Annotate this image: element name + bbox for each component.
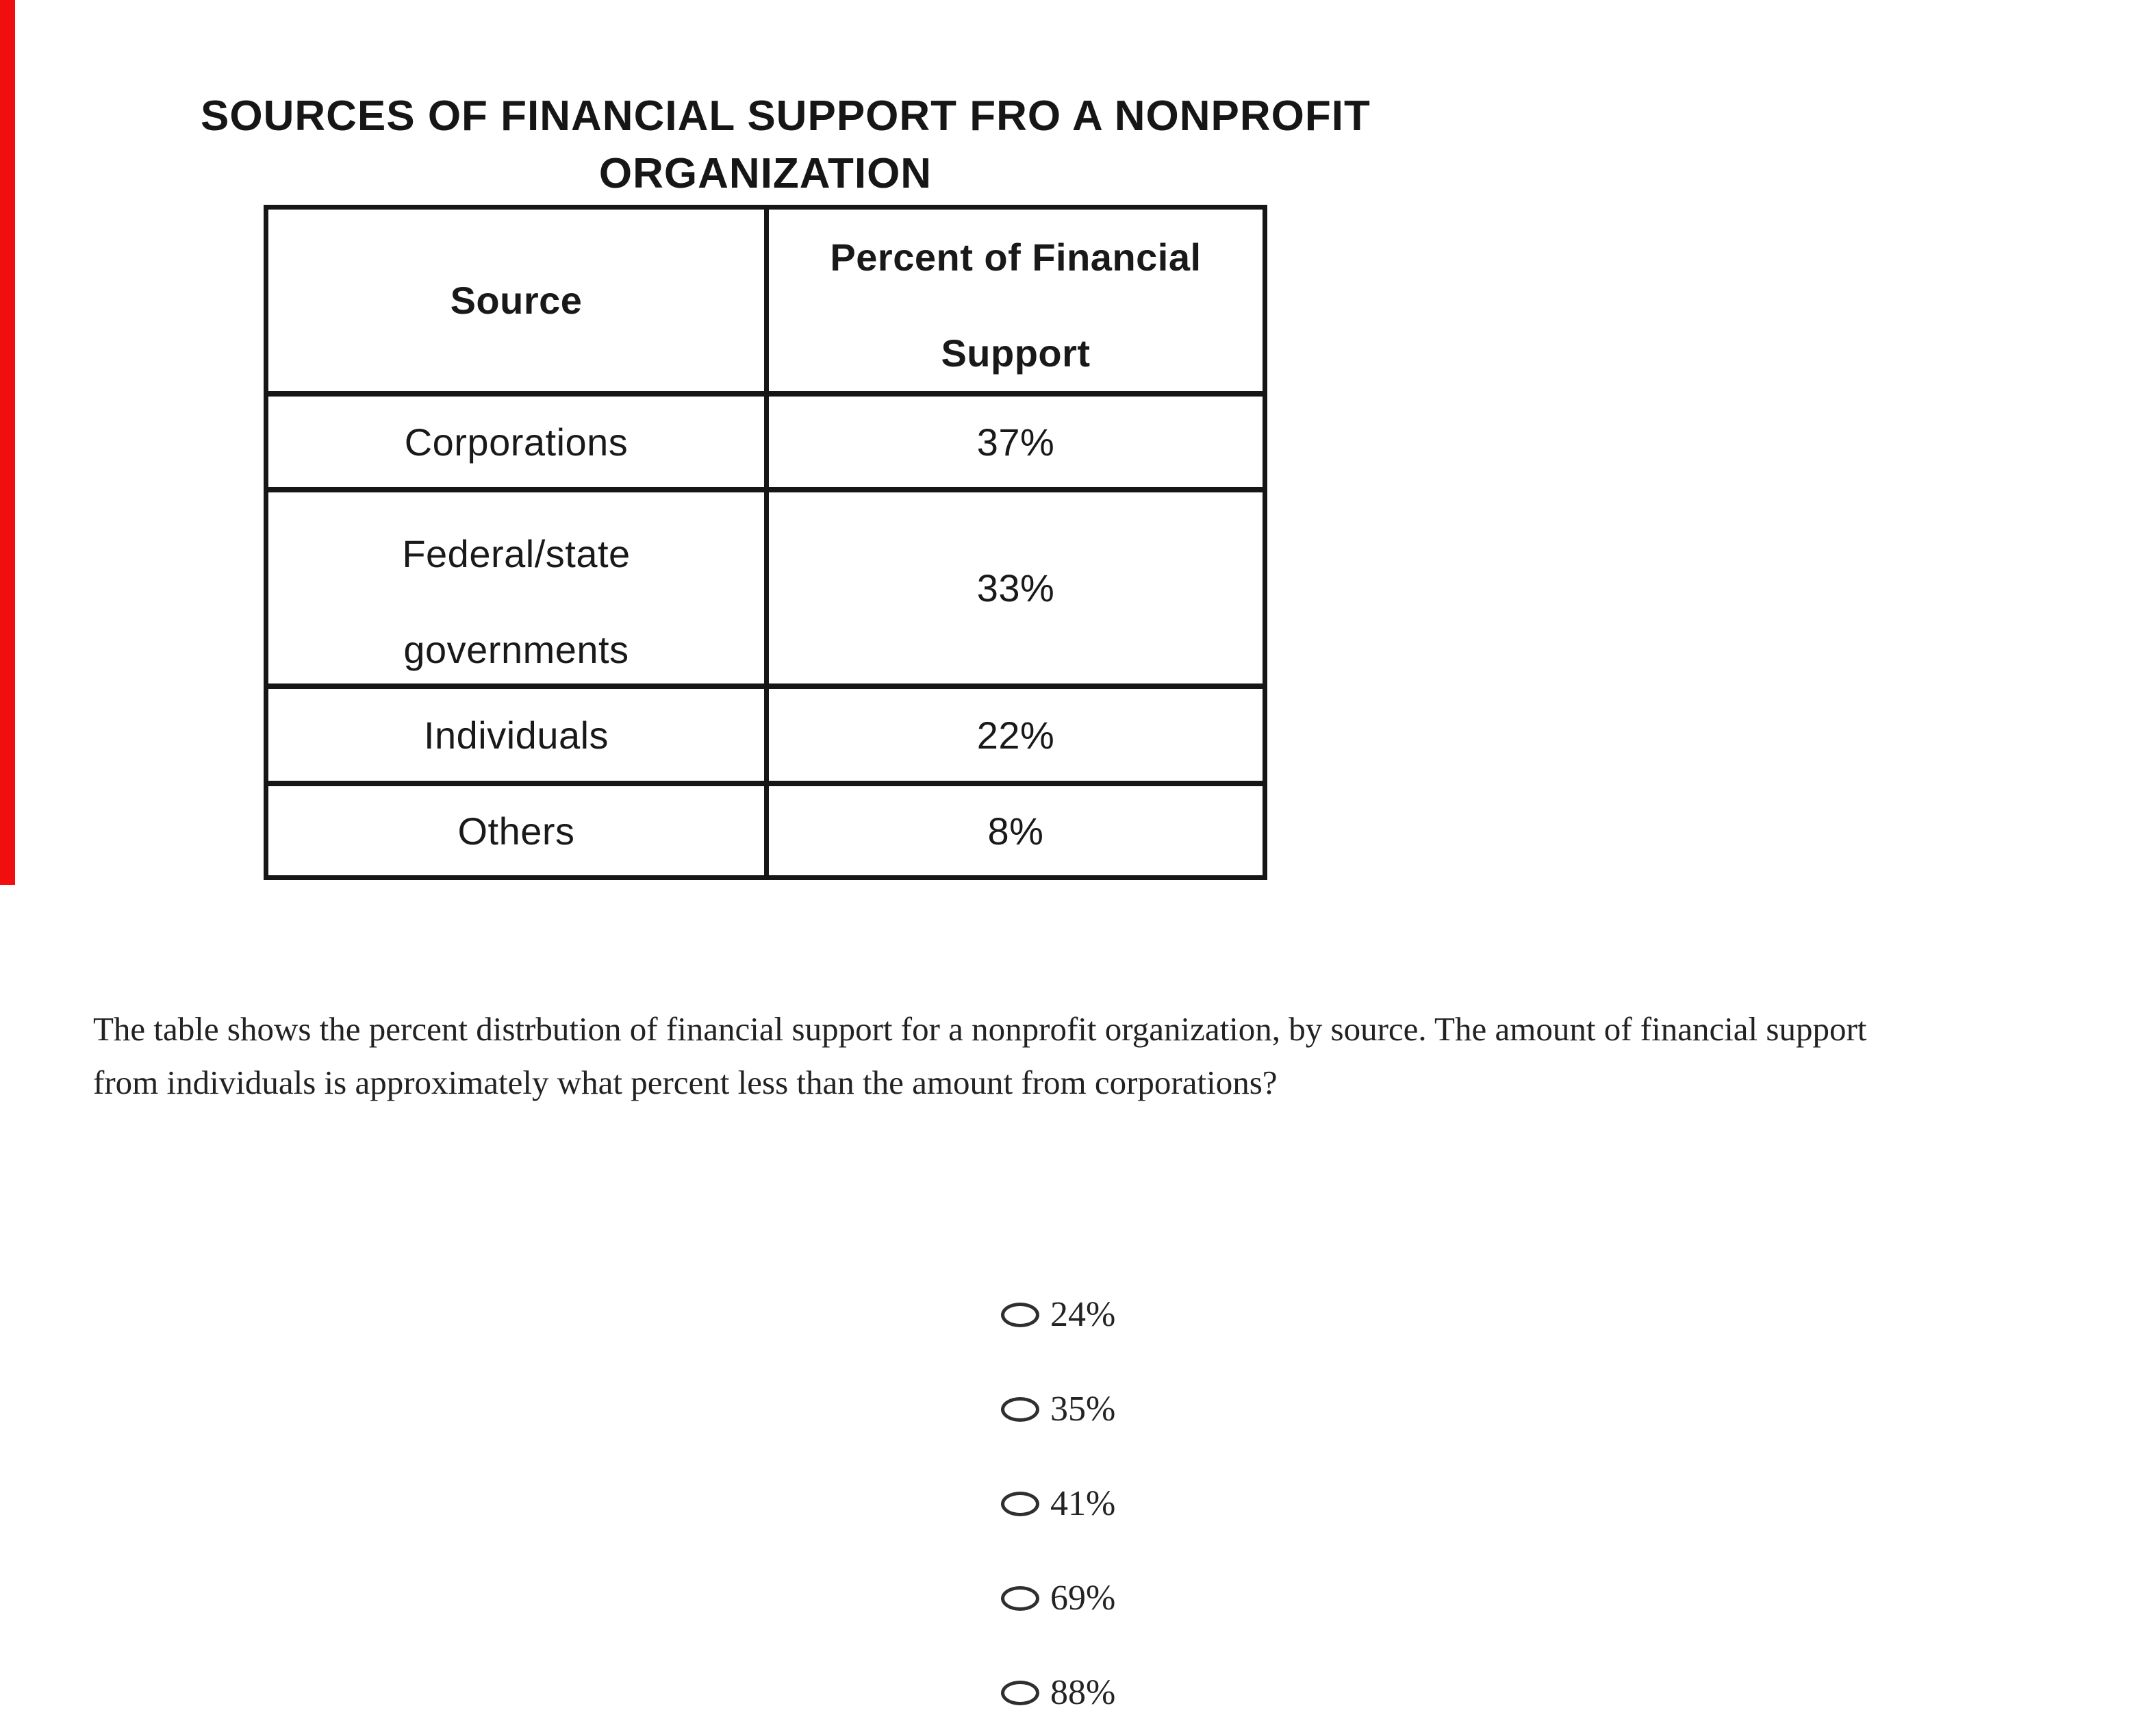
table-row-individuals-percent: 22% bbox=[769, 689, 1263, 786]
table-header-percent: Percent of Financial Support bbox=[769, 210, 1263, 397]
radio-icon[interactable] bbox=[1001, 1397, 1039, 1422]
left-accent-bar bbox=[0, 0, 15, 885]
answer-option-label: 88% bbox=[1050, 1673, 1116, 1712]
answer-option-35[interactable] bbox=[1001, 1390, 1115, 1429]
answer-option-label: 35% bbox=[1050, 1390, 1116, 1429]
radio-icon[interactable] bbox=[1001, 1681, 1039, 1705]
question-text bbox=[93, 1003, 2133, 1109]
table-row-governments-source: Federal/state governments bbox=[268, 492, 769, 689]
radio-icon[interactable] bbox=[1001, 1492, 1039, 1516]
answer-option-label: 41% bbox=[1050, 1484, 1116, 1523]
answer-option-label: 69% bbox=[1050, 1579, 1116, 1618]
table-header-source: Source bbox=[268, 210, 769, 397]
table-row-corporations-percent: 37% bbox=[769, 397, 1263, 492]
question-line2: from individuals is approximately what percent less than the amount from corporations? bbox=[93, 1064, 1278, 1101]
figure-title-line2: ORGANIZATION bbox=[598, 150, 933, 197]
answer-option-24[interactable] bbox=[1001, 1296, 1115, 1334]
financial-support-table bbox=[264, 205, 1267, 880]
answer-option-88[interactable] bbox=[1001, 1674, 1115, 1712]
table-row-governments-percent: 33% bbox=[769, 492, 1263, 689]
figure-title-line1: SOURCES OF FINANCIAL SUPPORT FRO A NONPROFIT bbox=[201, 92, 1371, 140]
table-row-others-source: Others bbox=[268, 786, 769, 875]
radio-icon[interactable] bbox=[1001, 1586, 1039, 1611]
answer-option-69[interactable] bbox=[1001, 1579, 1115, 1618]
answer-option-41[interactable] bbox=[1001, 1485, 1115, 1523]
figure-title bbox=[201, 88, 1371, 203]
radio-icon[interactable] bbox=[1001, 1303, 1039, 1327]
question-line1: The table shows the percent distrbution of financial support for a nonprofit organization, by source. The amount of financial support bbox=[93, 1010, 1867, 1048]
table-row-corporations-source: Corporations bbox=[268, 397, 769, 492]
answer-option-label: 24% bbox=[1050, 1295, 1116, 1334]
table-row-others-percent: 8% bbox=[987, 809, 1044, 853]
table-row-individuals-source: Individuals bbox=[268, 689, 769, 786]
